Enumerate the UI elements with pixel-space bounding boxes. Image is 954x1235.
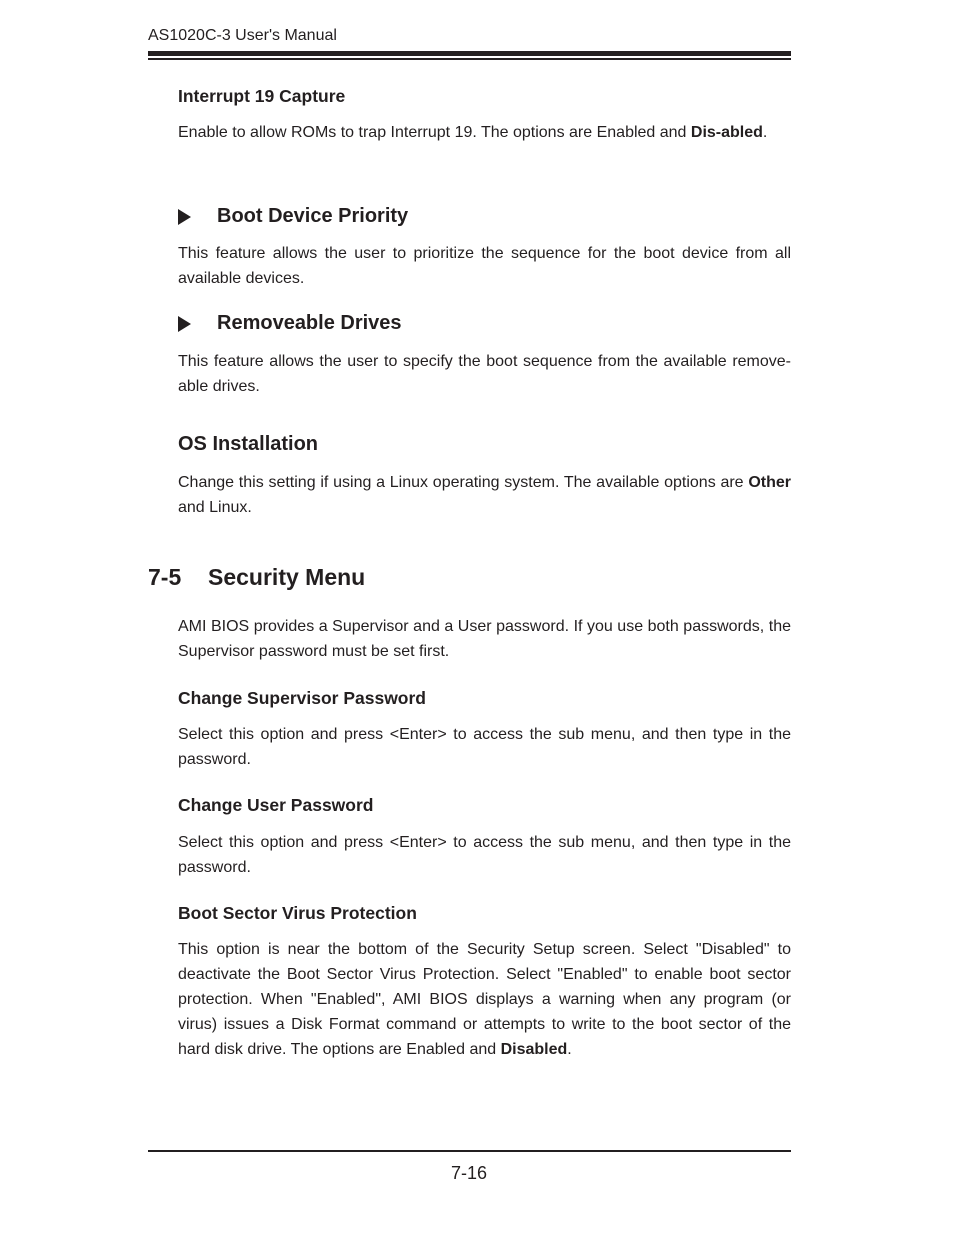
boot-sector-heading: Boot Sector Virus Protection bbox=[178, 903, 417, 923]
change-user-text: Select this option and press <Enter> to access the sub menu, and then type in the password. bbox=[178, 834, 791, 876]
os-install-text: Change this setting if using a Linux operating system. The available options are Other and Linux. bbox=[178, 474, 791, 516]
security-intro: AMI BIOS provides a Supervisor and a User password. If you use both passwords, the Supervisor password must be set first. bbox=[178, 618, 791, 660]
removeable-heading: Removeable Drives bbox=[178, 312, 402, 335]
header-rule-thin bbox=[148, 58, 791, 60]
header-rule-thick bbox=[148, 51, 791, 56]
footer-rule bbox=[148, 1150, 791, 1152]
interrupt19-heading: Interrupt 19 Capture bbox=[178, 86, 346, 106]
triangle-bullet-icon bbox=[178, 316, 191, 332]
manual-title: AS1020C-3 User's Manual bbox=[148, 27, 337, 44]
page-number: 7-16 bbox=[450, 1163, 488, 1183]
change-supervisor-text: Select this option and press <Enter> to access the sub menu, and then type in the password. bbox=[178, 726, 791, 768]
change-supervisor-heading: Change Supervisor Password bbox=[178, 688, 426, 708]
interrupt19-text: Enable to allow ROMs to trap Interrupt 19. The options are Enabled and Dis-abled. bbox=[178, 124, 768, 141]
os-install-heading: OS Installation bbox=[178, 433, 319, 455]
boot-sector-text: This option is near the bottom of the Security Setup screen. Select "Disabled" to deactivate the Boot Sector Virus Protection. Select "Enabled" to enable boot sector protection. When "Enabled", AMI BIOS displays a warning when any program (or virus) issues a Disk Format command or attempts to write to the boot sector of the hard disk drive. The options are Enabled and Disabled. bbox=[178, 941, 791, 1058]
boot-priority-heading: Boot Device Priority bbox=[178, 205, 408, 228]
change-user-heading: Change User Password bbox=[178, 795, 374, 815]
boot-priority-text: This feature allows the user to prioritize the sequence for the boot device from all available devices. bbox=[178, 245, 791, 287]
removeable-text: This feature allows the user to specify the boot sequence from the available remove-able drives. bbox=[178, 353, 791, 395]
section-title: 7-5 Security Menu bbox=[148, 564, 366, 590]
triangle-bullet-icon bbox=[178, 209, 191, 225]
